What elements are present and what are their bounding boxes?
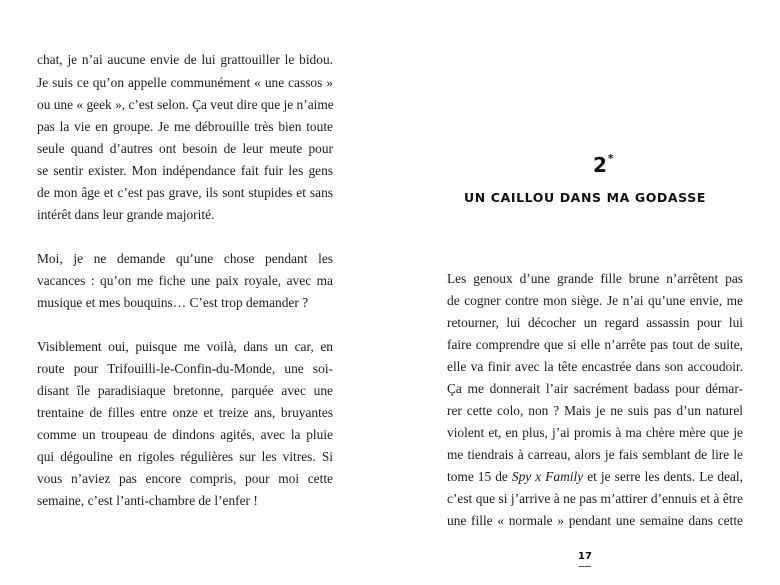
text-line: me tiendrais à carreau, alors je fais semblant de lire le — [447, 447, 743, 462]
text-segment: tome 15 de — [447, 469, 512, 484]
text-line: pas la vie en groupe. Je me débrouille très bien toute — [37, 119, 333, 134]
text-line: route pour Trifouilli-le-Confin-du-Monde, une soi- — [37, 361, 333, 376]
text-line: vacances : qu’on me fiche une paix royale, avec ma — [37, 273, 333, 288]
text-line: musique et mes bouquins… C’est trop demander ? — [37, 295, 309, 310]
chapter-number-digit: 2 — [593, 153, 607, 177]
chapter-number — [593, 153, 613, 177]
text-line: Visiblement oui, puisque me voilà, dans un car, en — [37, 339, 333, 354]
text-line: de mon âge et c’est pas grave, ils sont stupides et sans — [37, 185, 333, 200]
right-page — [390, 0, 780, 585]
text-line: seule quand d’autres ont besoin de leur meute pour — [37, 141, 333, 156]
text-line — [447, 469, 743, 485]
text-line: disant île paradisiaque bretonne, parquée avec une — [37, 383, 333, 398]
text-segment: et je serre les dents. Le deal, — [583, 469, 744, 484]
text-line: de cogner contre mon siège. Je n’ai qu’une envie, me — [447, 293, 743, 308]
text-line: qui dégouline en rigoles régulières sur les vitres. Si — [37, 449, 333, 464]
text-line: violent et, en plus, j’ai promis à ma chère mère que je — [447, 425, 743, 440]
text-line: intérêt dans leur grande majorité. — [37, 207, 215, 222]
text-line: Ça me donnerait l’air sacrément badass pour démar- — [447, 381, 743, 396]
text-line: comme un troupeau de dindons agités, avec la pluie — [37, 427, 333, 442]
chapter-title: UN CAILLOU DANS MA GODASSE — [464, 190, 706, 205]
text-line: Je suis ce qu’on appelle communément « une cassos » — [37, 75, 333, 90]
text-line: rer cette colo, non ? Mais je ne suis pas d’un naturel — [447, 403, 743, 418]
text-line: faire comprendre que si elle n’arrête pas tout de suite, — [447, 337, 743, 352]
text-line: chat, je n’ai aucune envie de lui grattouiller le bidou. — [37, 52, 333, 67]
book-title-italic: Spy x Family — [511, 469, 584, 484]
text-line: Moi, je ne demande qu’une chose pendant les — [37, 251, 333, 266]
text-line: Les genoux d’une grande fille brune n’arrêtent pas — [447, 271, 743, 286]
text-line: trentaine de filles entre onze et treize ans, bruyantes — [37, 405, 333, 420]
text-line: une fille « normale » pendant une semaine dans cette — [447, 513, 743, 528]
text-line: elle va finir avec la tête encastrée dans son accoudoir. — [447, 359, 743, 374]
page-number-rule — [579, 566, 591, 567]
text-line: retourner, lui décocher un regard assassin pour lui — [447, 315, 743, 330]
text-line: semaine, c’est l’anti-chambre de l’enfer ! — [37, 493, 258, 508]
text-line: ou une « geek », c’est selon. Ça veut dire que je n’aime — [37, 97, 334, 112]
page-number: 17 — [578, 551, 592, 562]
text-line: se sentir exister. Mon indépendance fait fuir les gens — [37, 163, 333, 178]
text-line: vous n’aviez pas encore compris, pour moi cette — [37, 471, 333, 486]
text-line: c’est que si j’arrive à ne pas m’attirer d’ennuis et à être — [447, 491, 743, 506]
chapter-star: * — [607, 152, 614, 165]
